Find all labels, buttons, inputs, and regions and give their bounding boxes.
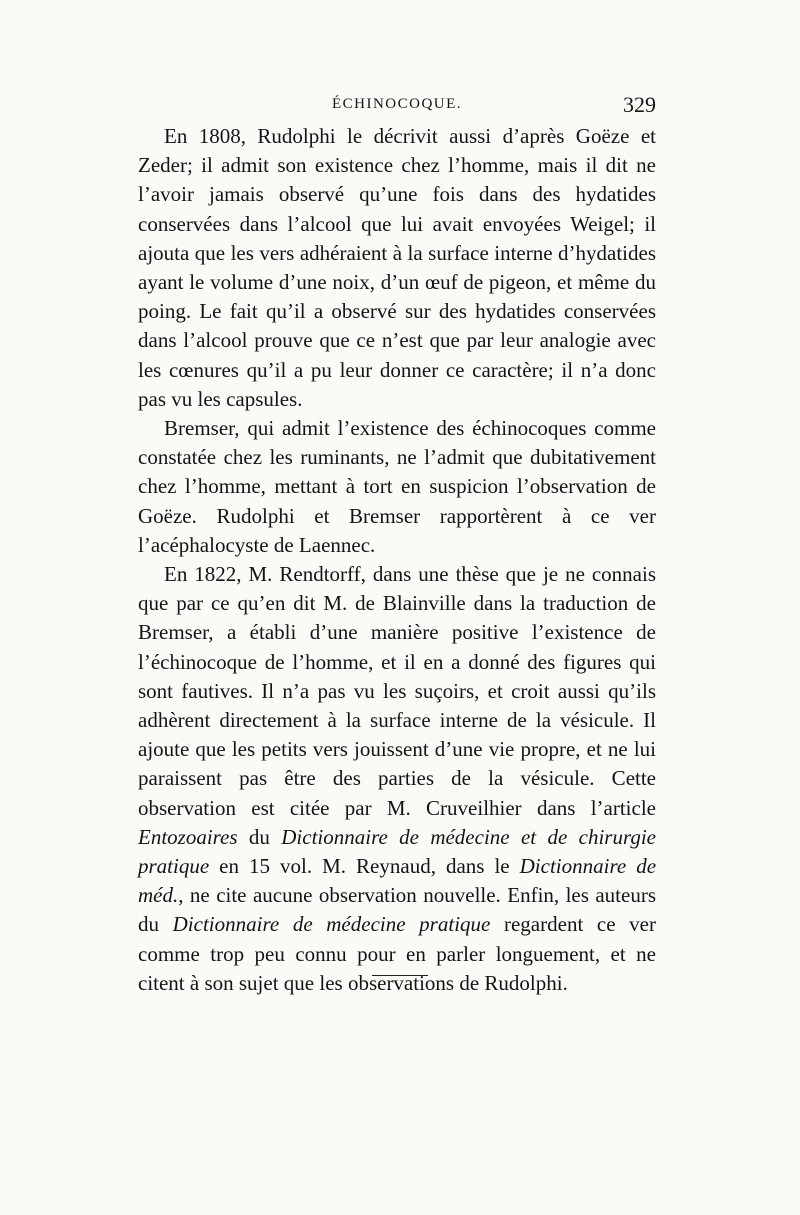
paragraph-bremser	[138, 414, 656, 560]
paragraph-text: En 1808, Rudolphi le décrivit aussi d’après Goëze et Zeder; il admit son existence chez l’homme, mais il dit ne l’avoir jamais observé qu’une fois dans des hydatides conservées dans l’alcool que lui avait envoyées Weigel; il ajouta que les vers adhéraient à la surface interne d’hydatides ayant le volume d’une noix, d’un œuf de pigeon, et même du poing. Le fait qu’il a observé sur des hydatides conservées dans l’alcool prouve que ce n’est que par leur analogie avec les cœnures qu’il a pu leur donner ce caractère; il n’a donc pas vu les capsules.	[138, 124, 656, 411]
paragraph-text: En 1822, M. Rendtorff, dans une thèse que je ne connais que par ce qu’en dit M. de Blainville dans la traduction de Bremser, a établi d’une manière positive l’existence de l’échinocoque de l’homme, et il en a donné des figures qui sont fautives. Il n’a pas vu les suçoirs, et croit aussi qu’ils adhèrent directement à la surface interne de la vésicule. Il ajoute que les petits vers jouissent d’une vie propre, et ne lui paraissent pas être des parties de la vésicule. Cette observation est citée par M. Cruveilhier dans l’article	[138, 562, 656, 820]
italic-title-dictionnaire-pratique: Dictionnaire de médecine pratique	[172, 912, 491, 937]
page-number: 329	[623, 92, 656, 117]
italic-title-dictionnaire-med: Dictionnaire de méd.	[138, 854, 657, 908]
paragraph-text: du	[237, 824, 282, 849]
running-title: ÉCHINOCOQUE.	[331, 96, 463, 112]
italic-title-entozoaires: Entozoaires	[138, 824, 238, 849]
paragraph-text: , ne cite aucune observation nouvelle. Enfin, les auteurs du	[138, 883, 656, 937]
body-text	[138, 122, 656, 998]
paragraph-text: Bremser, qui admit l’existence des échinocoques comme constatée chez les ruminants, ne l’admit que dubitativement chez l’homme, mettant à tort en suspicion l’observation de Goëze. Rudolphi et Bremser rapportèrent à ce ver l’acéphalocyste de Laennec.	[138, 416, 656, 557]
paragraph-rudolphi	[138, 122, 656, 414]
paragraph-text: regardent ce ver comme trop peu connu pour en parler longuement, et ne citent à son sujet que les observations de Rudolphi.	[138, 912, 656, 995]
paragraph-text: en 15 vol. M. Reynaud, dans le	[209, 854, 520, 879]
italic-title-dictionnaire-chirurgie: Dictionnaire de médecine et de chirurgie pratique	[138, 824, 657, 879]
page-header	[138, 92, 656, 118]
paragraph-rendtorff	[138, 560, 656, 998]
section-end-rule	[372, 975, 428, 976]
